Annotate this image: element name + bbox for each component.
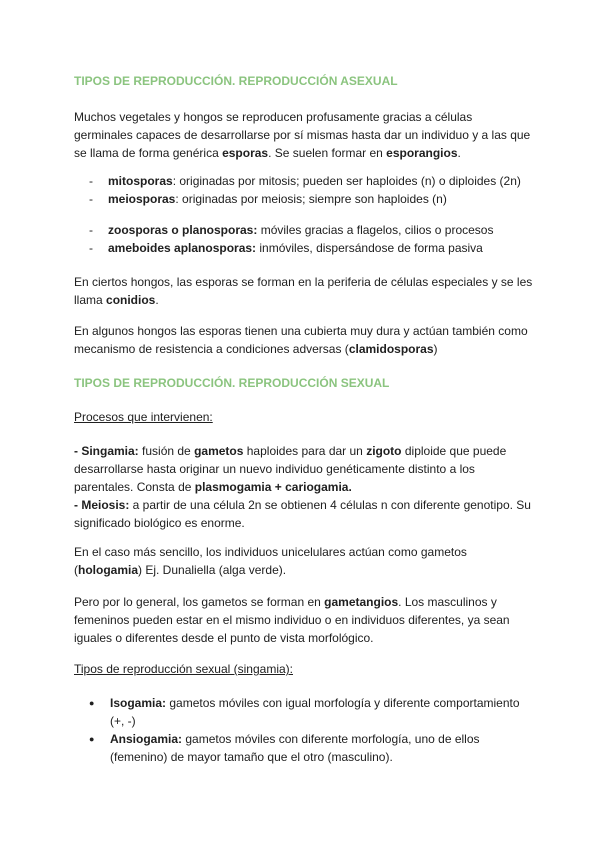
term-gametos: gametos <box>194 444 244 458</box>
text-span: . <box>155 293 159 307</box>
tipos-title: Tipos de reproducción sexual (singamia): <box>74 662 293 676</box>
text-span: : originadas por mitosis; pueden ser haploides (n) o diploides (2n) <box>172 174 521 188</box>
spore-origin-list <box>74 172 534 208</box>
singamia-paragraph <box>74 442 534 532</box>
term: ameboides aplanosporas: <box>108 241 257 255</box>
list-item <box>74 190 534 208</box>
text-span: En ciertos hongos, las esporas se forman en la periferia de células especiales y se les llama <box>74 275 533 307</box>
list-item <box>74 239 534 257</box>
text-span: En algunos hongos las esporas tienen una cubierta muy dura y actúan también como mecanismo de resistencia a condiciones adversas ( <box>74 324 528 356</box>
asexual-heading: TIPOS DE REPRODUCCIÓN. REPRODUCCIÓN ASEXUAL <box>74 74 398 88</box>
text-span: En el caso más sencillo, los individuos unicelulares actúan como gametos ( <box>74 545 467 577</box>
text-span: gametos móviles con diferente morfología, uno de ellos (femenino) de mayor tamaño que el otro (masculino). <box>110 732 480 764</box>
gametangios-paragraph <box>74 593 534 647</box>
spore-mobility-list <box>74 221 534 257</box>
hologamia-paragraph <box>74 543 534 579</box>
text-span: . Se suelen formar en <box>268 146 387 160</box>
term: Ansiogamia: <box>110 732 183 746</box>
term-conidios: conidios <box>106 293 156 307</box>
text-span: inmóviles, dispersándose de forma pasiva <box>256 241 483 255</box>
clamidosporas-paragraph <box>74 322 534 358</box>
term-clamidosporas: clamidosporas <box>348 342 434 356</box>
text-span: Muchos vegetales y hongos se reproducen profusamente gracias a células germinales capaces de desarrollarse por sí mismas hasta dar un individuo y a las que se llama de forma genérica <box>74 110 531 160</box>
text-span: : originadas por meiosis; siempre son haploides (n) <box>175 192 447 206</box>
text-span: . <box>457 146 461 160</box>
term: meiosporas <box>108 192 176 206</box>
singamia-types-list <box>74 694 534 766</box>
list-item <box>74 221 534 239</box>
term-zigoto: zigoto <box>366 444 402 458</box>
term: Isogamia: <box>110 696 167 710</box>
asexual-intro-paragraph <box>74 108 534 162</box>
text-span: . Los masculinos y femeninos pueden estar en el mismo individuo o en individuos diferentes, ya sean iguales o diferentes desde el punto de vista morfológico. <box>74 595 510 645</box>
text-span: diploide que puede desarrollarse hasta originar un nuevo individuo genéticamente distinto a los parentales. Consta de <box>74 444 507 494</box>
procesos-title: Procesos que intervienen: <box>74 410 213 424</box>
term-plasmogamia: plasmogamia + cariogamia. <box>194 480 352 494</box>
text-span: gametos móviles con igual morfología y diferente comportamiento (+, -) <box>110 696 520 728</box>
text-span: móviles gracias a flagelos, cilios o procesos <box>257 223 494 237</box>
term-esporangios: esporangios <box>386 146 458 160</box>
text-span: a partir de una célula 2n se obtienen 4 células n con diferente genotipo. Su significado biológico es enorme. <box>74 498 531 530</box>
term-meiosis: - Meiosis: <box>74 498 130 512</box>
text-span: haploides para dar un <box>243 444 367 458</box>
term: zoosporas o planosporas: <box>108 223 258 237</box>
term-gametangios: gametangios <box>324 595 399 609</box>
conidios-paragraph <box>74 273 534 309</box>
term-singamia: - Singamia: <box>74 444 139 458</box>
list-item <box>74 172 534 190</box>
sexual-heading: TIPOS DE REPRODUCCIÓN. REPRODUCCIÓN SEXUAL <box>74 376 390 390</box>
text-span: fusión de <box>138 444 195 458</box>
term-esporas: esporas <box>222 146 269 160</box>
text-span: ) <box>433 342 438 356</box>
term-hologamia: hologamia <box>78 563 139 577</box>
text-span: Pero por lo general, los gametos se forman en <box>74 595 325 609</box>
term: mitosporas <box>108 174 173 188</box>
text-span: ) Ej. Dunaliella (alga verde). <box>138 563 287 577</box>
list-item <box>74 730 534 766</box>
list-item <box>74 694 534 730</box>
